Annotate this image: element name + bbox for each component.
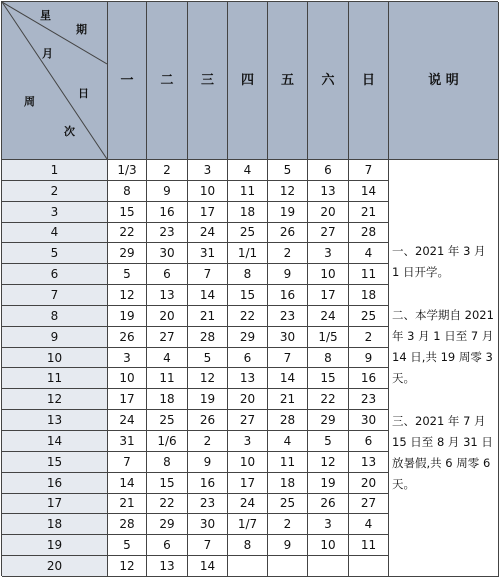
day-header: 日	[349, 2, 389, 160]
corner-label-yue: 月	[42, 47, 53, 60]
date-cell: 26	[188, 410, 228, 431]
week-number: 14	[2, 431, 108, 452]
date-cell: 27	[349, 494, 389, 515]
date-cell: 9	[349, 348, 389, 369]
date-cell: 6	[308, 160, 349, 181]
week-number: 19	[2, 535, 108, 556]
date-cell: 29	[228, 327, 268, 348]
day-header: 六	[308, 2, 349, 160]
date-cell: 10	[308, 535, 349, 556]
date-cell: 23	[188, 494, 228, 515]
week-number: 13	[2, 410, 108, 431]
date-cell: 24	[228, 494, 268, 515]
date-cell: 7	[188, 535, 228, 556]
date-cell: 14	[188, 285, 228, 306]
date-cell: 1/7	[228, 514, 268, 535]
date-cell: 3	[308, 514, 349, 535]
week-number: 16	[2, 473, 108, 494]
date-cell: 8	[228, 264, 268, 285]
date-cell: 28	[108, 514, 147, 535]
date-cell: 1/5	[308, 327, 349, 348]
week-number: 7	[2, 285, 108, 306]
date-cell: 4	[228, 160, 268, 181]
corner-label-zhou: 周	[24, 95, 35, 108]
corner-label-qi: 期	[76, 23, 87, 36]
note-paragraph: 二、本学期自 2021 年 3 月 1 日至 7 月 14 日,共 19 周零 3 天。	[392, 307, 494, 385]
date-cell: 13	[228, 368, 268, 389]
date-cell: 26	[108, 327, 147, 348]
date-cell: 21	[268, 389, 308, 410]
date-cell: 18	[268, 473, 308, 494]
date-cell: 4	[349, 243, 389, 264]
week-number: 2	[2, 181, 108, 202]
date-cell: 24	[308, 306, 349, 327]
date-cell: 4	[349, 514, 389, 535]
date-cell: 6	[349, 431, 389, 452]
date-cell: 6	[228, 348, 268, 369]
date-cell: 9	[147, 181, 188, 202]
date-cell: 3	[188, 160, 228, 181]
date-cell: 30	[188, 514, 228, 535]
date-cell: 6	[147, 535, 188, 556]
date-cell: 30	[268, 327, 308, 348]
date-cell: 6	[147, 264, 188, 285]
date-cell: 4	[147, 348, 188, 369]
note-paragraph: 三、2021 年 7 月 15 日至 8 月 31 日放暑假,共 6 周零 6 天。	[392, 413, 493, 491]
date-cell: 23	[147, 223, 188, 244]
date-cell: 30	[147, 243, 188, 264]
date-cell: 10	[308, 264, 349, 285]
date-cell: 25	[228, 223, 268, 244]
week-number: 4	[2, 223, 108, 244]
date-cell: 5	[108, 535, 147, 556]
date-cell: 1/3	[108, 160, 147, 181]
date-cell: 31	[188, 243, 228, 264]
date-cell: 25	[268, 494, 308, 515]
day-header: 二	[147, 2, 188, 160]
week-number: 11	[2, 368, 108, 389]
date-cell	[268, 556, 308, 577]
date-cell: 20	[308, 202, 349, 223]
date-cell: 27	[308, 223, 349, 244]
date-cell: 8	[147, 452, 188, 473]
date-cell: 1/1	[228, 243, 268, 264]
date-cell: 21	[188, 306, 228, 327]
date-cell: 29	[308, 410, 349, 431]
date-cell	[308, 556, 349, 577]
date-cell: 2	[268, 514, 308, 535]
day-header: 四	[228, 2, 268, 160]
school-calendar-table	[1, 1, 498, 576]
date-cell: 17	[228, 473, 268, 494]
date-cell: 23	[268, 306, 308, 327]
date-cell: 13	[147, 556, 188, 577]
date-cell: 15	[228, 285, 268, 306]
date-cell: 12	[108, 556, 147, 577]
date-cell: 16	[147, 202, 188, 223]
date-cell: 24	[188, 223, 228, 244]
date-cell: 5	[188, 348, 228, 369]
date-cell	[349, 556, 389, 577]
date-cell: 28	[268, 410, 308, 431]
date-cell: 9	[268, 264, 308, 285]
corner-label-ci: 次	[64, 125, 75, 138]
date-cell: 11	[349, 535, 389, 556]
date-cell: 2	[147, 160, 188, 181]
date-cell: 4	[268, 431, 308, 452]
date-cell: 19	[188, 389, 228, 410]
date-cell: 16	[349, 368, 389, 389]
week-number: 20	[2, 556, 108, 577]
date-cell: 16	[188, 473, 228, 494]
date-cell	[228, 556, 268, 577]
note-paragraph: 一、2021 年 3 月 1 日开学。	[392, 243, 486, 279]
date-cell: 27	[147, 327, 188, 348]
date-cell: 2	[188, 431, 228, 452]
week-number: 1	[2, 160, 108, 181]
date-cell: 5	[308, 431, 349, 452]
date-cell: 29	[147, 514, 188, 535]
week-number: 18	[2, 514, 108, 535]
date-cell: 21	[108, 494, 147, 515]
day-header: 一	[108, 2, 147, 160]
date-cell: 11	[228, 181, 268, 202]
date-cell: 11	[268, 452, 308, 473]
date-cell: 3	[308, 243, 349, 264]
date-cell: 15	[308, 368, 349, 389]
date-cell: 28	[188, 327, 228, 348]
week-number: 15	[2, 452, 108, 473]
date-cell: 15	[147, 473, 188, 494]
week-number: 8	[2, 306, 108, 327]
date-cell: 20	[228, 389, 268, 410]
date-cell: 28	[349, 223, 389, 244]
date-cell: 24	[108, 410, 147, 431]
week-number: 6	[2, 264, 108, 285]
date-cell: 13	[349, 452, 389, 473]
date-cell: 22	[108, 223, 147, 244]
date-cell: 7	[349, 160, 389, 181]
date-cell: 5	[108, 264, 147, 285]
date-cell: 10	[228, 452, 268, 473]
date-cell: 14	[349, 181, 389, 202]
date-cell: 2	[268, 243, 308, 264]
date-cell: 12	[188, 368, 228, 389]
date-cell: 25	[349, 306, 389, 327]
date-cell: 18	[147, 389, 188, 410]
date-cell: 31	[108, 431, 147, 452]
date-cell: 12	[268, 181, 308, 202]
date-cell: 17	[188, 202, 228, 223]
week-number: 9	[2, 327, 108, 348]
date-cell: 22	[147, 494, 188, 515]
date-cell: 10	[188, 181, 228, 202]
diagonal-lines	[2, 2, 107, 159]
date-cell: 30	[349, 410, 389, 431]
date-cell: 20	[147, 306, 188, 327]
date-cell: 9	[268, 535, 308, 556]
date-cell: 11	[147, 368, 188, 389]
date-cell: 21	[349, 202, 389, 223]
date-cell: 12	[108, 285, 147, 306]
date-cell: 8	[228, 535, 268, 556]
date-cell: 17	[308, 285, 349, 306]
notes-list	[392, 241, 495, 495]
date-cell: 2	[349, 327, 389, 348]
day-header: 三	[188, 2, 228, 160]
date-cell: 26	[268, 223, 308, 244]
week-number: 12	[2, 389, 108, 410]
corner-label-xing: 星	[40, 9, 51, 22]
date-cell: 7	[268, 348, 308, 369]
corner-header	[2, 2, 108, 160]
date-cell: 13	[308, 181, 349, 202]
corner-label-ri: 日	[78, 87, 89, 100]
date-cell: 18	[228, 202, 268, 223]
date-cell: 11	[349, 264, 389, 285]
date-cell: 8	[308, 348, 349, 369]
date-cell: 19	[108, 306, 147, 327]
date-cell: 26	[308, 494, 349, 515]
date-cell: 19	[308, 473, 349, 494]
week-number: 17	[2, 494, 108, 515]
date-cell: 14	[108, 473, 147, 494]
date-cell: 3	[228, 431, 268, 452]
date-cell: 14	[188, 556, 228, 577]
date-cell: 22	[308, 389, 349, 410]
date-cell: 5	[268, 160, 308, 181]
date-cell: 20	[349, 473, 389, 494]
notes-cell	[389, 160, 499, 577]
date-cell: 8	[108, 181, 147, 202]
date-cell: 3	[108, 348, 147, 369]
date-cell: 7	[108, 452, 147, 473]
date-cell: 12	[308, 452, 349, 473]
date-cell: 25	[147, 410, 188, 431]
date-cell: 16	[268, 285, 308, 306]
date-cell: 19	[268, 202, 308, 223]
date-cell: 10	[108, 368, 147, 389]
date-cell: 29	[108, 243, 147, 264]
date-cell: 18	[349, 285, 389, 306]
date-cell: 17	[108, 389, 147, 410]
date-cell: 15	[108, 202, 147, 223]
week-number: 5	[2, 243, 108, 264]
week-number: 3	[2, 202, 108, 223]
day-header: 五	[268, 2, 308, 160]
date-cell: 1/6	[147, 431, 188, 452]
week-number: 10	[2, 348, 108, 369]
date-cell: 14	[268, 368, 308, 389]
date-cell: 9	[188, 452, 228, 473]
date-cell: 7	[188, 264, 228, 285]
date-cell: 23	[349, 389, 389, 410]
note-header: 说 明	[389, 2, 499, 160]
date-cell: 22	[228, 306, 268, 327]
date-cell: 27	[228, 410, 268, 431]
date-cell: 13	[147, 285, 188, 306]
